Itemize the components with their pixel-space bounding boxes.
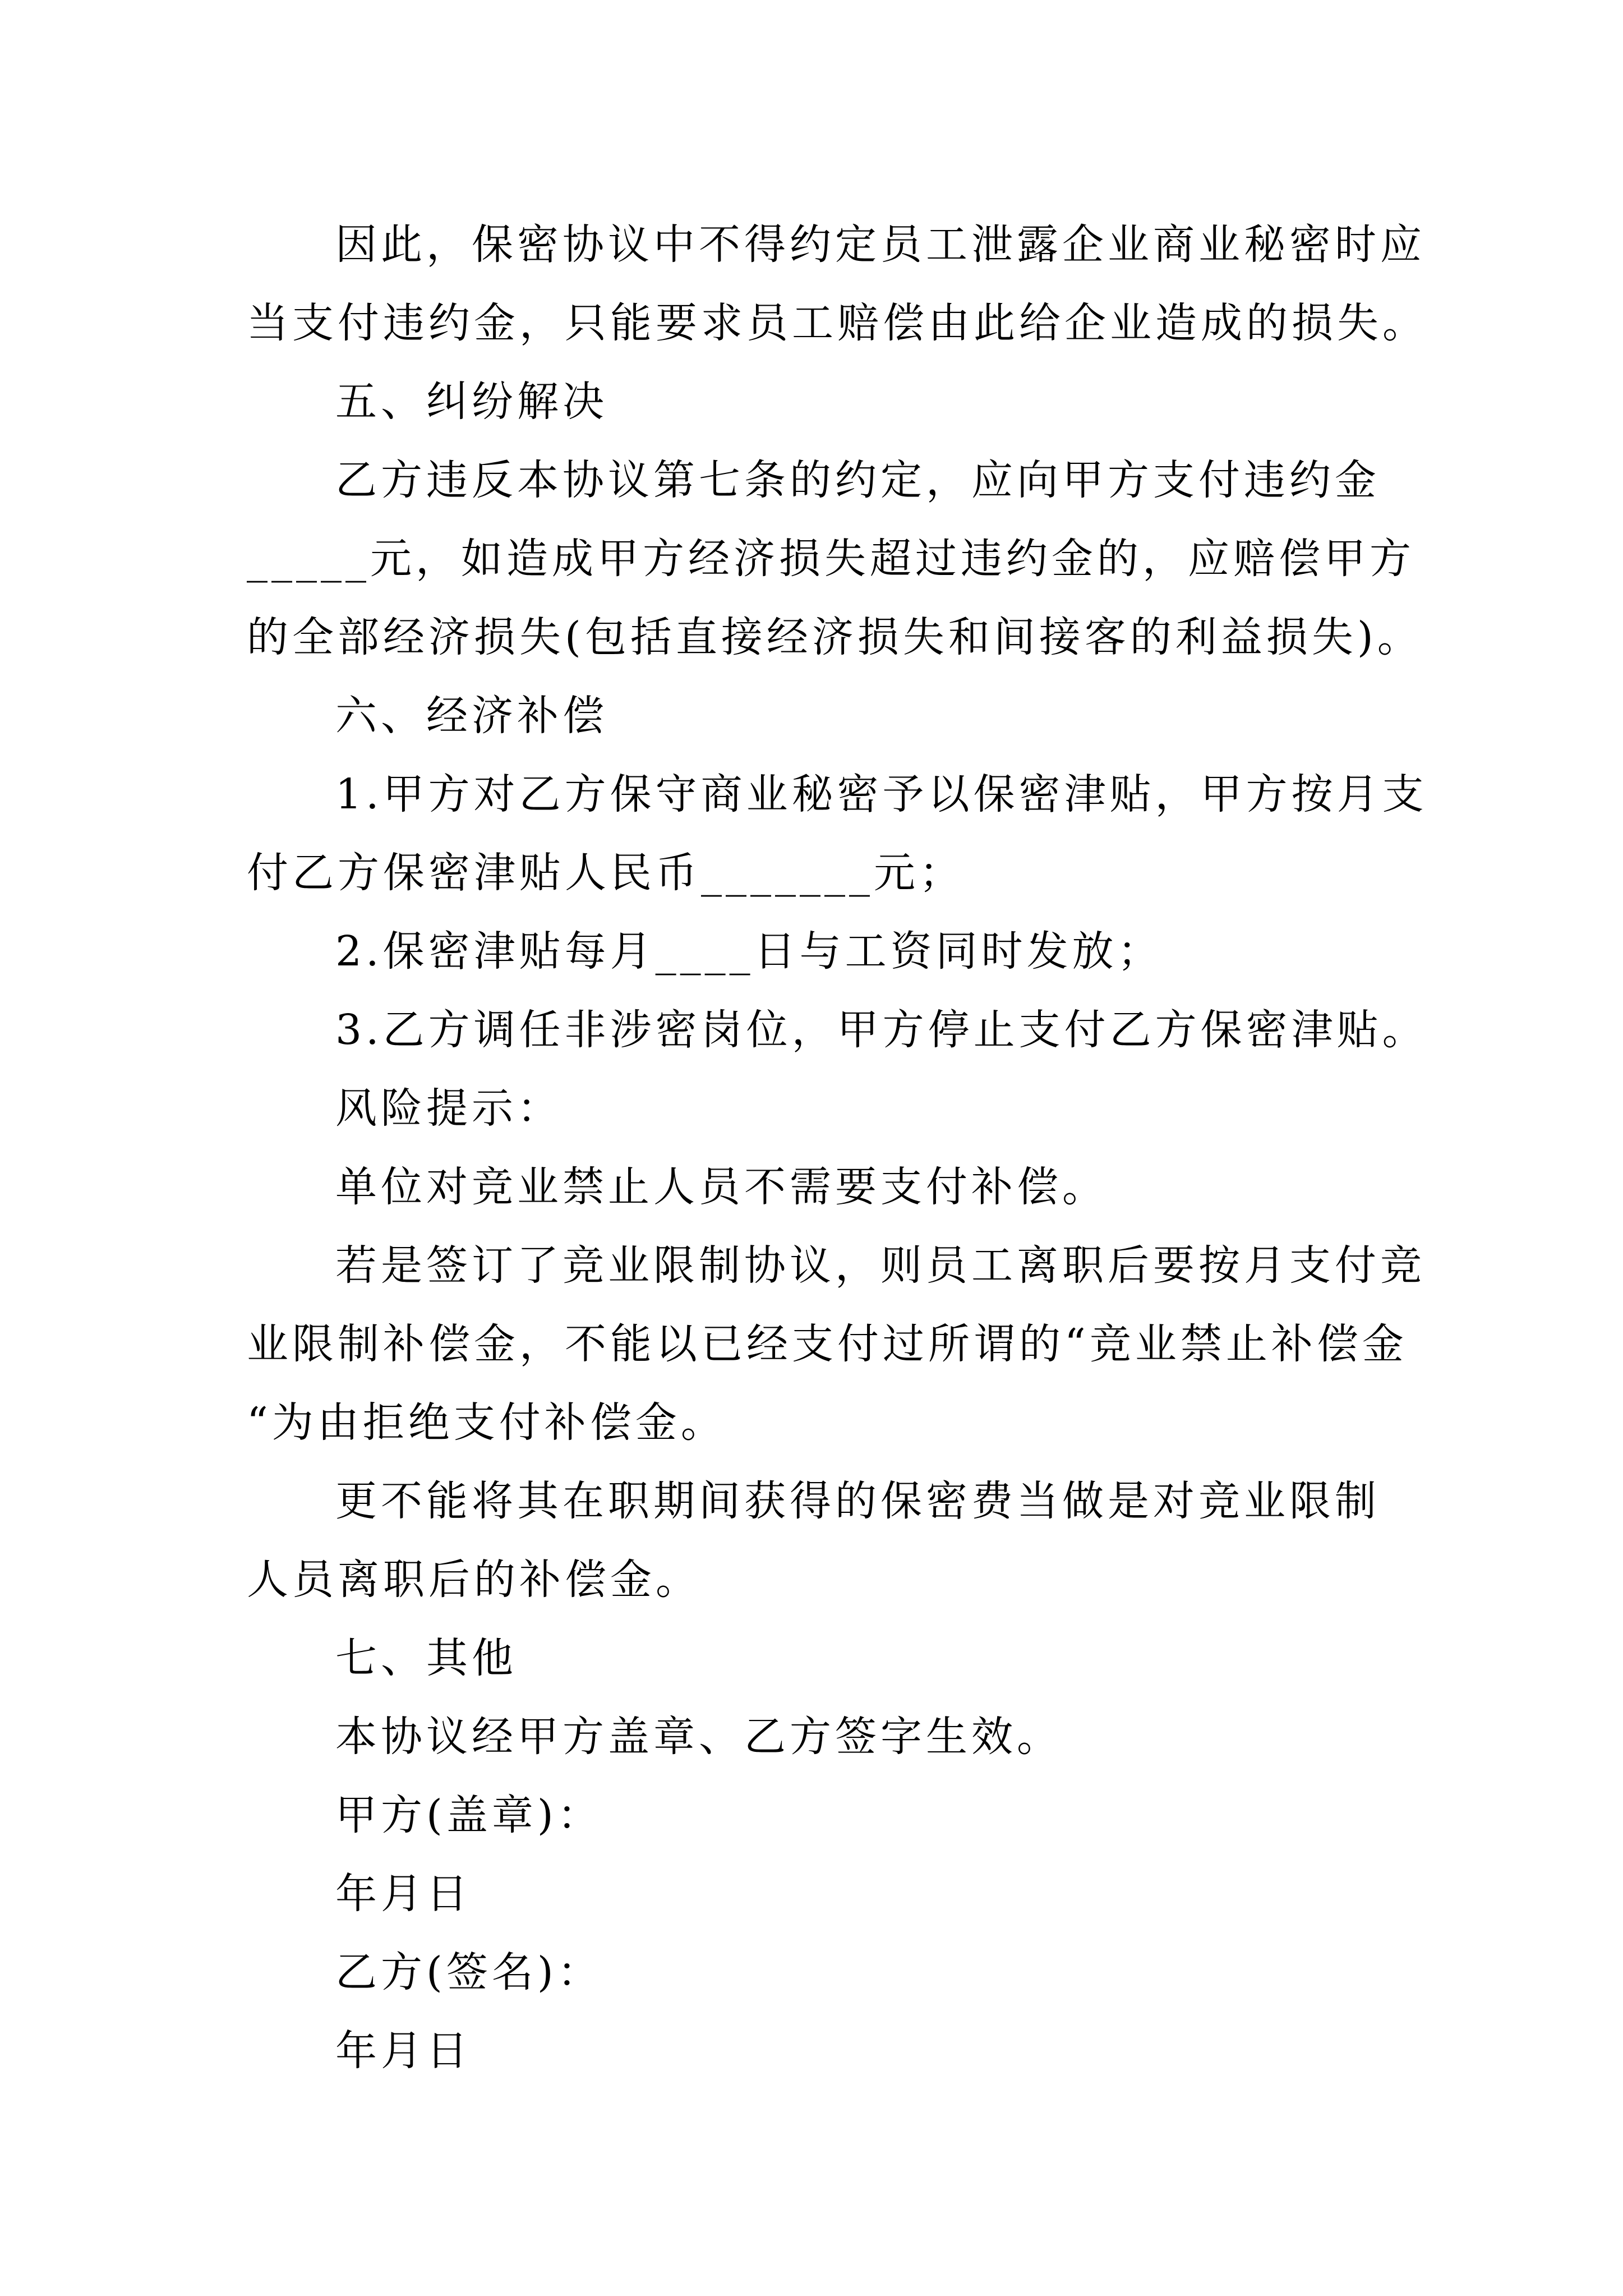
paragraph-line: 若是签订了竞业限制协议，则员工离职后要按月支付竞 <box>335 1241 1426 1290</box>
paragraph-line: 业限制补偿金，不能以已经支付过所谓的“竞业禁止补偿金 <box>247 1320 1408 1368</box>
paragraph-line: 付乙方保密津贴人民币_______元； <box>247 849 965 897</box>
risk-heading: 风险提示： <box>335 1084 562 1133</box>
paragraph-line: 因此，保密协议中不得约定员工泄露企业商业秘密时应 <box>335 220 1426 269</box>
paragraph-line: _____元，如造成甲方经济损失超过违约金的，应赔偿甲方 <box>247 535 1415 583</box>
section-heading: 五、纠纷解决 <box>335 378 608 426</box>
paragraph-line: 的全部经济损失(包括直接经济损失和间接客的利益损失)。 <box>247 613 1423 661</box>
paragraph-line: 更不能将其在职期间获得的保密费当做是对竞业限制 <box>335 1477 1380 1525</box>
paragraph-line: 本协议经甲方盖章、乙方签字生效。 <box>335 1713 1062 1761</box>
paragraph-line: 1.甲方对乙方保守商业秘密予以保密津贴，甲方按月支 <box>335 770 1428 818</box>
section-heading: 六、经济补偿 <box>335 692 608 740</box>
paragraph-line: 当支付违约金，只能要求员工赔偿由此给企业造成的损失。 <box>247 299 1428 347</box>
paragraph-line: 3.乙方调任非涉密岗位，甲方停止支付乙方保密津贴。 <box>335 1006 1428 1054</box>
signature-party-b: 乙方(签名)： <box>335 1948 603 1996</box>
paragraph-line: 乙方违反本协议第七条的约定，应向甲方支付违约金 <box>335 456 1380 504</box>
signature-party-a: 甲方(盖章)： <box>335 1791 603 1839</box>
paragraph-line: 2.保密津贴每月____日与工资同时发放； <box>335 927 1163 976</box>
signature-date: 年月日 <box>335 1870 472 1918</box>
signature-date: 年月日 <box>335 2027 472 2075</box>
section-heading: 七、其他 <box>335 1634 517 1682</box>
paragraph-line: “为由拒绝支付补偿金。 <box>247 1398 726 1447</box>
paragraph-line: 单位对竞业禁止人员不需要支付补偿。 <box>335 1163 1108 1211</box>
paragraph-line: 人员离职后的补偿金。 <box>247 1556 701 1604</box>
